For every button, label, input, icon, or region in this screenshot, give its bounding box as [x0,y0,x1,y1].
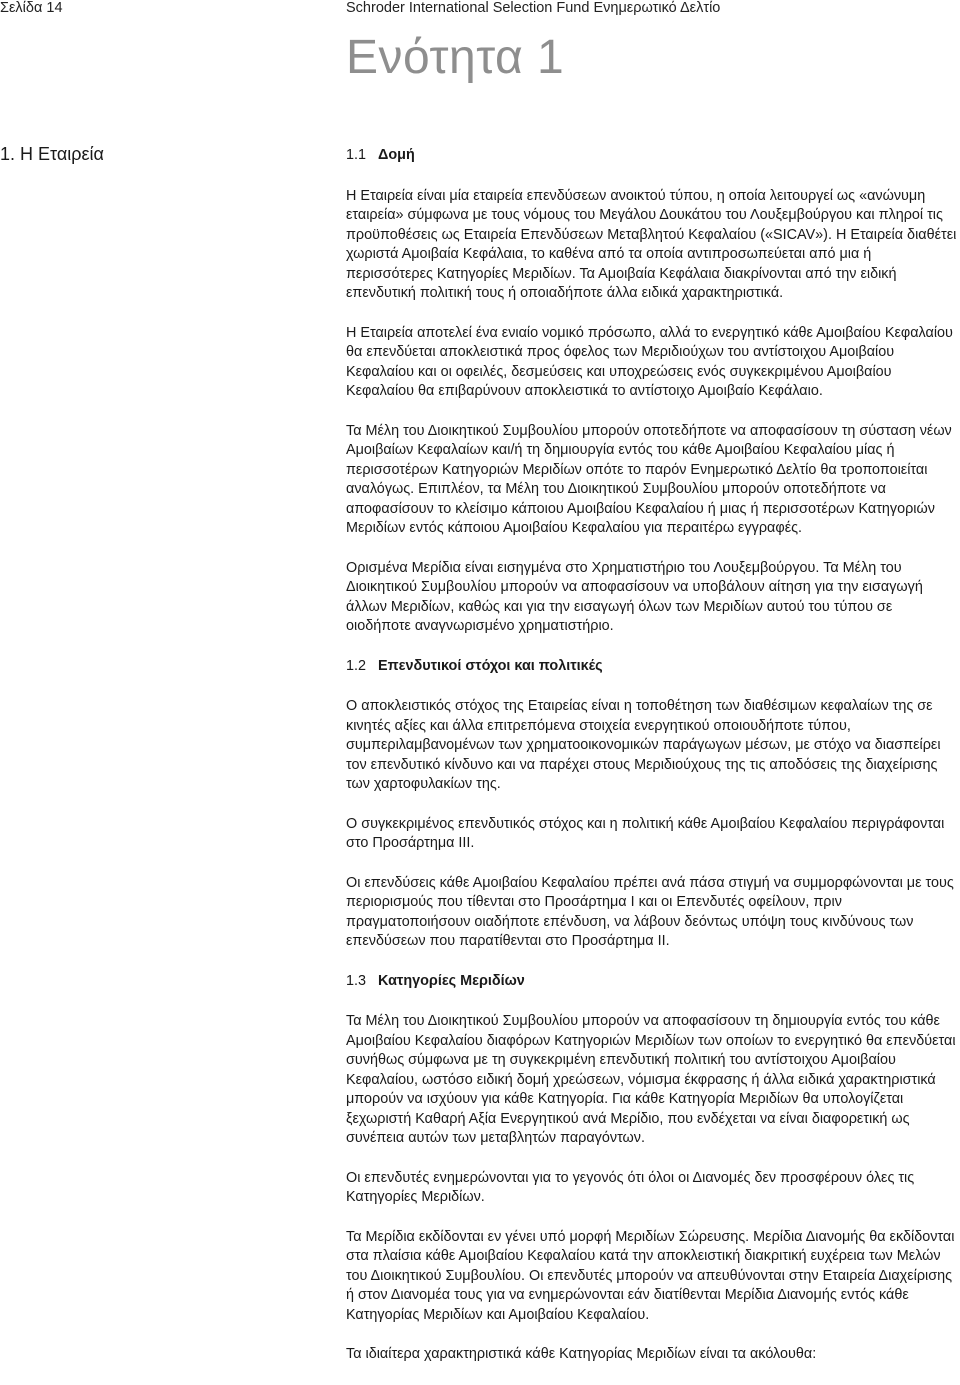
paragraph: Ο αποκλειστικός στόχος της Εταιρείας είναι η τοποθέτηση των διαθέσιμων κεφαλαίων της σε κινητές αξίες και άλλα επιτρεπόμενα στοιχεία ενεργητικού οποιουδήποτε τύπου, συμπεριλαμβανομένων των χρηματοοικονομικών παράγωγων μέσων, με στόχο να διασπείρει τον επενδυτικό κίνδυνο και να παρέχει στους Μεριδιούχους της τις αποδόσεις της διαχείρισης των χαρτοφυλακίων της. [346,698,941,792]
paragraph: Ορισμένα Μερίδια είναι εισηγμένα στο Χρηματιστήριο του Λουξεμβούργου. Τα Μέλη του Διοικητικού Συμβουλίου μπορούν να αποφασίσουν να υποβάλουν αίτηση για την εισαγωγή άλλων Μεριδίων, καθώς και για την εισαγωγή όλων των Μεριδίων αυτού του τύπου σε οιοδήποτε αναγνωρισμένο χρηματιστήριο. [346,559,923,634]
paragraph: Η Εταιρεία είναι μία εταιρεία επενδύσεων ανοικτού τύπου, η οποία λειτουργεί ως «ανώνυμη εταιρεία» σύμφωνα με τους νόμους του Μεγάλου Δουκάτου του Λουξεμβούργου και πληροί τις προϋποθέσεις ως Εταιρεία Επενδύσεων Μεταβλητού Κεφαλαίου («SICAV»). Η Εταιρεία διαθέτει χωριστά Αμοιβαία Κεφάλαια, το καθένα από τα οποία αντιπροσωπεύεται από μια ή περισσότερες Κατηγορίες Μεριδίων. Τα Αμοιβαία Κεφάλαια διακρίνονται από την ειδική επενδυτική πολιτική τους ή οποιαδήποτε άλλα ειδικά χαρακτηριστικά. [346,187,957,301]
paragraph: Τα Μέλη του Διοικητικού Συμβουλίου μπορούν οποτεδήποτε να αποφασίσουν τη σύσταση νέων Αμοιβαίων Κεφαλαίων και/ή τη δημιουργία εντός του κάθε Αμοιβαίου Κεφαλαίου μίας ή περισσοτέρων Κατηγοριών Μεριδίων οπότε το παρόν Ενημερωτικό Δελτίο θα τροποποιείται αναλόγως. Επιπλέον, τα Μέλη του Διοικητικού Συμβουλίου μπορούν οποτεδήποτε να αποφασίσουν το κλείσιμο κάποιου Αμοιβαίου Κεφαλαίου ή μιας ή περισσοτέρων Κατηγοριών Μεριδίων εντός κάποιου Αμοιβαίου Κεφαλαίου για περαιτέρω εγγραφές. [346,422,952,536]
paragraph: Ο συγκεκριμένος επενδυτικός στόχος και η πολιτική κάθε Αμοιβαίου Κεφαλαίου περιγράφονται στο Προσάρτημα III. [346,815,945,851]
subsection-heading [346,657,958,677]
page-header-number: Σελίδα 14 [0,0,63,16]
subsection-number: 1.1 [346,147,367,163]
paragraph: Η Εταιρεία αποτελεί ένα ενιαίο νομικό πρόσωπο, αλλά το ενεργητικό κάθε Αμοιβαίου Κεφαλαίου θα επενδύεται αποκλειστικά προς όφελος των Μεριδιούχων του αντίστοιχου Αμοιβαίου Κεφαλαίου και οι οφειλές, δεσμεύσεις και υποχρεώσεις ενός συγκεκριμένου Αμοιβαίου Κεφαλαίου θα επιβαρύνουν αποκλειστικά το αντίστοιχο Αμοιβαίο Κεφάλαιο. [346,324,953,399]
paragraph: Τα Μέλη του Διοικητικού Συμβουλίου μπορούν να αποφασίσουν τη δημιουργία εντός του κάθε Αμοιβαίου Κεφαλαίου διαφόρων Κατηγοριών Μεριδίων των οποίων το ενεργητικό θα επενδύεται συνήθως σύμφωνα με τη συγκεκριμένη επενδυτική πολιτική του αντίστοιχου Αμοιβαίου Κεφαλαίου, ωστόσο ειδική δομή χρεώσεων, νόμισμα έκφρασης ή άλλα ειδικά χαρακτηριστικά μπορούν να ισχύουν για κάθε Κατηγορία. Για κάθε Κατηγορία Μεριδίων θα υπολογίζεται ξεχωριστή Καθαρή Αξία Ενεργητικού ανά Μερίδιο, που ενδέχεται να είναι διαφορετική ως συνέπεια αυτών των μεταβλητών παραγόντων. [346,1013,956,1146]
subsection-number: 1.2 [346,657,367,674]
main-content [346,146,958,1385]
subsection-title: Κατηγορίες Μεριδίων [378,972,525,989]
paragraph: Οι επενδυτές ενημερώνονται για το γεγονός ότι όλοι οι Διανομές δεν προσφέρουν όλες τις Κατηγορίες Μεριδίων. [346,1169,915,1205]
paragraph: Οι επενδύσεις κάθε Αμοιβαίου Κεφαλαίου πρέπει ανά πάσα στιγμή να συμμορφώνονται με τους περιορισμούς που τίθενται στο Προσάρτημα I και οι Επενδυτές οφείλουν, πριν πραγματοποιήσουν οιαδήποτε επένδυση, να λάβουν δεόντως υπόψη τους κινδύνους των επενδύσεων που παρατίθενται στο Προσάρτημα II. [346,874,954,949]
section-title: Ενότητα 1 [346,31,565,84]
paragraph: Τα ιδιαίτερα χαρακτηριστικά κάθε Κατηγορίας Μεριδίων είναι τα ακόλουθα: [346,1346,817,1362]
paragraph: Τα Μερίδια εκδίδονται εν γένει υπό μορφή Μεριδίων Σώρευσης. Μερίδια Διανομής θα εκδίδονται στα πλαίσια κάθε Αμοιβαίου Κεφαλαίου κατά την αποκλειστική διακριτική ευχέρεια των Μελών του Διοικητικού Συμβουλίου. Οι επενδυτές μπορούν να απευθύνονται στην Εταιρεία Διαχείρισης ή στον Διανομέα τους για να ενημερώνονται εάν διατίθενται Μερίδια Διανομής εντός κάθε Κατηγορίας Μεριδίων και Αμοιβαίου Κεφαλαίου. [346,1228,955,1323]
page-header-title: Schroder International Selection Fund Ενημερωτικό Δελτίο [346,0,721,16]
subsection-title: Επενδυτικοί στόχοι και πολιτικές [378,657,603,674]
subsection-title: Δομή [378,147,415,163]
subsection-number: 1.3 [346,972,367,989]
subsection-heading [346,972,958,992]
subsection-heading [346,146,958,166]
chapter-heading: 1. Η Εταιρεία [0,144,104,164]
